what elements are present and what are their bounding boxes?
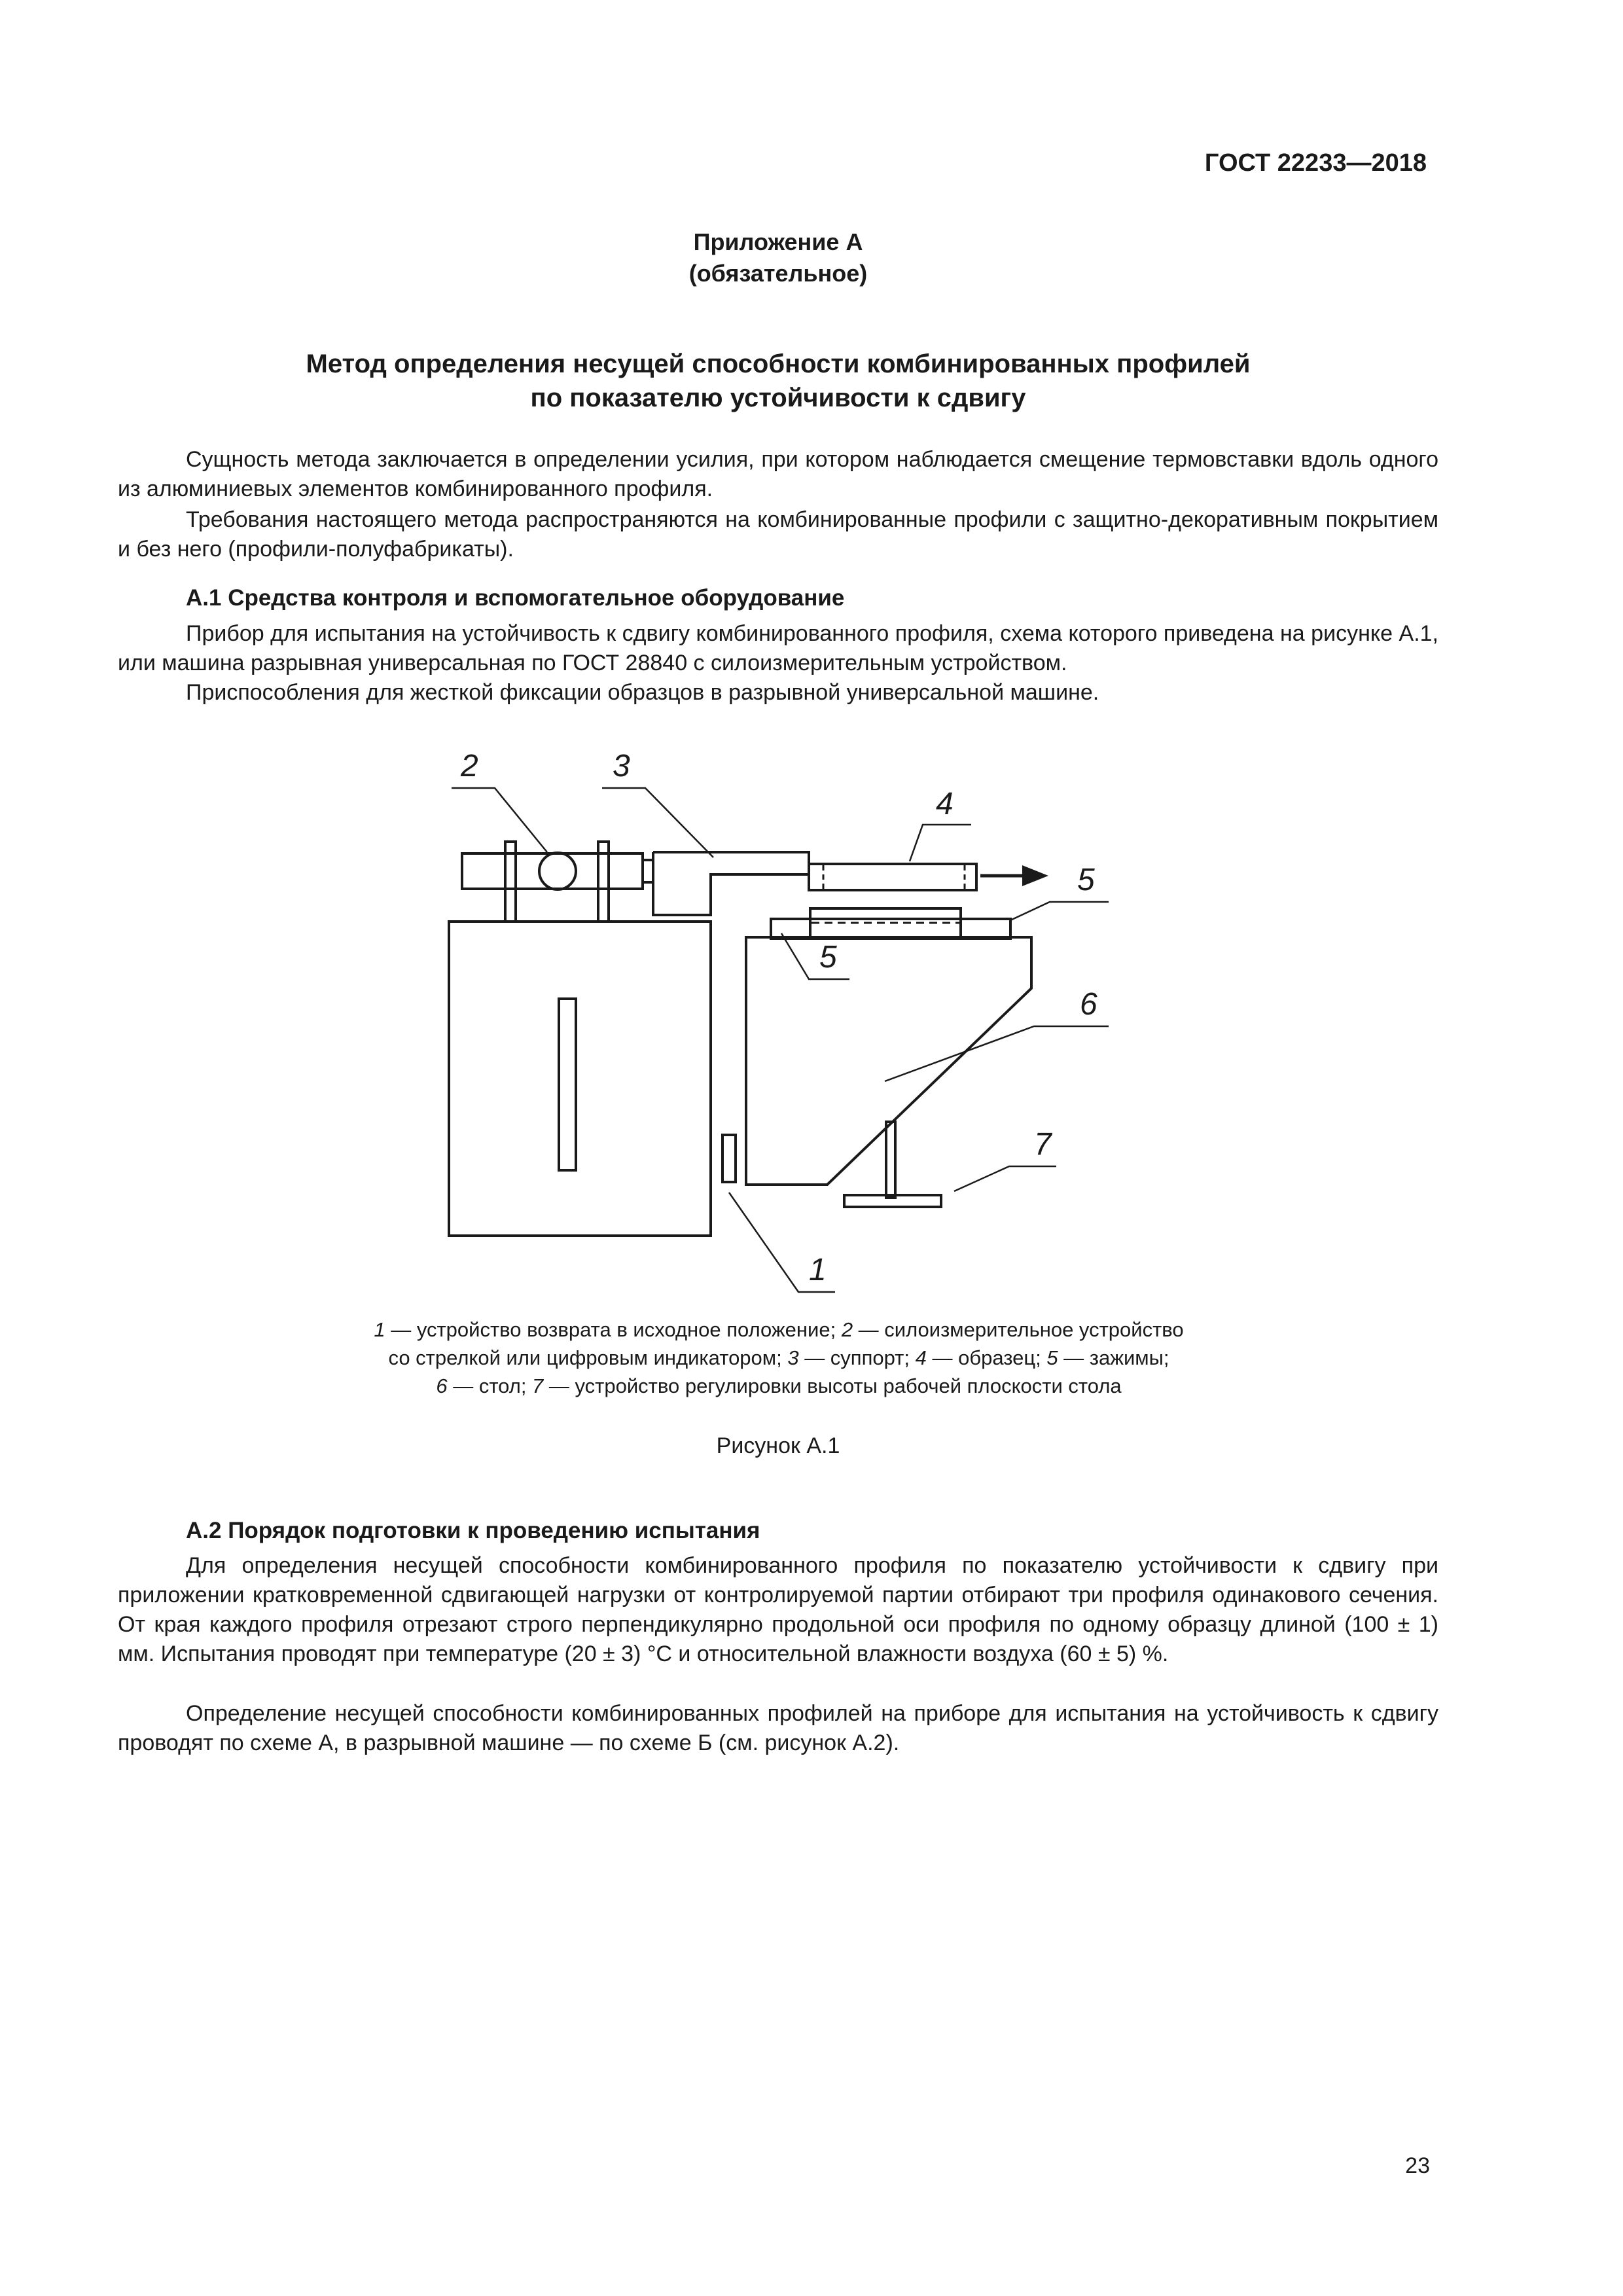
rod-end: [643, 860, 653, 882]
section-a2-paragraph-2: Определение несущей способности комбинированных профилей на приборе для испытания на устойчивость к сдвигу проводят по схеме А, в разрывной машине — по схеме Б (см. рисунок А.2).: [118, 1701, 1438, 1755]
section-a2-paragraph-1: Для определения несущей способности комбинированного профиля по показателю устойчивости к сдвигу при приложении кратковременной сдвигающей нагрузки от контролируемой партии отбирают три профиля одинакового сечения. От края каждого профиля отрезают строго перпендикулярно продольной оси профиля по одному образцу длиной (100 ± 1) мм. Испытания проводят при температуре (20 ± 3) °С и относительной влажности воздуха (60 ± 5) %.: [118, 1553, 1438, 1666]
force-arrow-head: [1022, 865, 1048, 886]
label-3: 3: [613, 749, 630, 783]
return-device: [722, 1135, 736, 1182]
legend-text-3: — суппорт;: [798, 1346, 916, 1369]
legend-num-2: 2: [841, 1318, 853, 1341]
leader-6: [885, 1026, 1109, 1081]
legend-text-2: — силоизмерительное устройство: [853, 1318, 1184, 1341]
legend-text-4: — образец;: [926, 1346, 1047, 1369]
legend-text-7: — устройство регулировки высоты рабочей плоскости стола: [543, 1374, 1122, 1397]
sample: [809, 864, 976, 890]
method-title-line1: Метод определения несущей способности комбинированных профилей: [306, 350, 1251, 378]
legend-text-6: — стол;: [447, 1374, 533, 1397]
method-title: [118, 347, 1438, 415]
support: [653, 852, 809, 915]
leader-5a: [1010, 902, 1109, 920]
leader-7: [954, 1166, 1056, 1191]
height-adjuster-stem: [886, 1122, 895, 1198]
label-5-upper: 5: [1077, 863, 1095, 897]
leader-2: [452, 788, 547, 852]
legend-num-3: 3: [787, 1346, 799, 1369]
leader-3: [602, 788, 713, 857]
legend-text-1: — устройство возврата в исходное положение;: [385, 1318, 842, 1341]
legend-text-5: — зажимы;: [1058, 1346, 1169, 1369]
label-1: 1: [809, 1253, 827, 1287]
table: [746, 937, 1031, 1185]
label-7: 7: [1034, 1127, 1052, 1162]
section-a1-heading: А.1 Средства контроля и вспомогательное оборудование: [186, 585, 845, 611]
legend-line-1: [249, 1316, 1309, 1344]
legend-num-5: 5: [1046, 1346, 1058, 1369]
leader-5b: [781, 933, 849, 979]
document-code: ГОСТ 22233—2018: [1204, 149, 1427, 177]
legend-line-2: [249, 1344, 1309, 1372]
annex-title: Приложение А: [693, 228, 863, 255]
figure-a1-diagram: [419, 733, 1152, 1296]
figure-title: Рисунок А.1: [716, 1433, 840, 1458]
page-number: 23: [1405, 2153, 1430, 2178]
label-2: 2: [461, 749, 478, 783]
label-5-lower: 5: [819, 940, 837, 975]
legend-num-7: 7: [532, 1374, 544, 1397]
intro-paragraph-1: Сущность метода заключается в определении усилия, при котором наблюдается смещение термовставки вдоль одного из алюминиевых элементов комбинированного профиля.: [118, 447, 1438, 501]
legend-num-6: 6: [436, 1374, 448, 1397]
section-a2-heading: А.2 Порядок подготовки к проведению испытания: [186, 1518, 760, 1543]
left-cabinet-slot: [559, 999, 576, 1170]
figure-legend: [249, 1316, 1309, 1400]
left-cabinet: [449, 922, 711, 1236]
leader-4: [910, 825, 971, 861]
method-title-line2: по показателю устойчивости к сдвигу: [530, 384, 1026, 412]
legend-text-2b: со стрелкой или цифровым индикатором;: [388, 1346, 788, 1369]
legend-line-3: [249, 1372, 1309, 1400]
legend-num-4: 4: [915, 1346, 927, 1369]
annex-status: (обязательное): [688, 260, 868, 287]
label-4: 4: [936, 787, 954, 821]
section-a1-paragraph-2: Приспособления для жесткой фиксации образцов в разрывной универсальной машине.: [186, 680, 1099, 705]
force-rod: [462, 853, 643, 889]
force-gauge: [539, 853, 576, 889]
clamp-upper: [810, 908, 961, 937]
legend-num-1: 1: [374, 1318, 385, 1341]
section-a1-paragraph-1: Прибор для испытания на устойчивость к сдвигу комбинированного профиля, схема которого приведена на рисунке А.1, или машина разрывная универсальная по ГОСТ 28840 с силоизмерительным устройством.: [118, 621, 1438, 675]
label-6: 6: [1080, 987, 1097, 1022]
intro-paragraph-2: Требования настоящего метода распространяются на комбинированные профили с защитно-декоративным покрытием и без него (профили-полуфабрикаты).: [118, 507, 1438, 562]
